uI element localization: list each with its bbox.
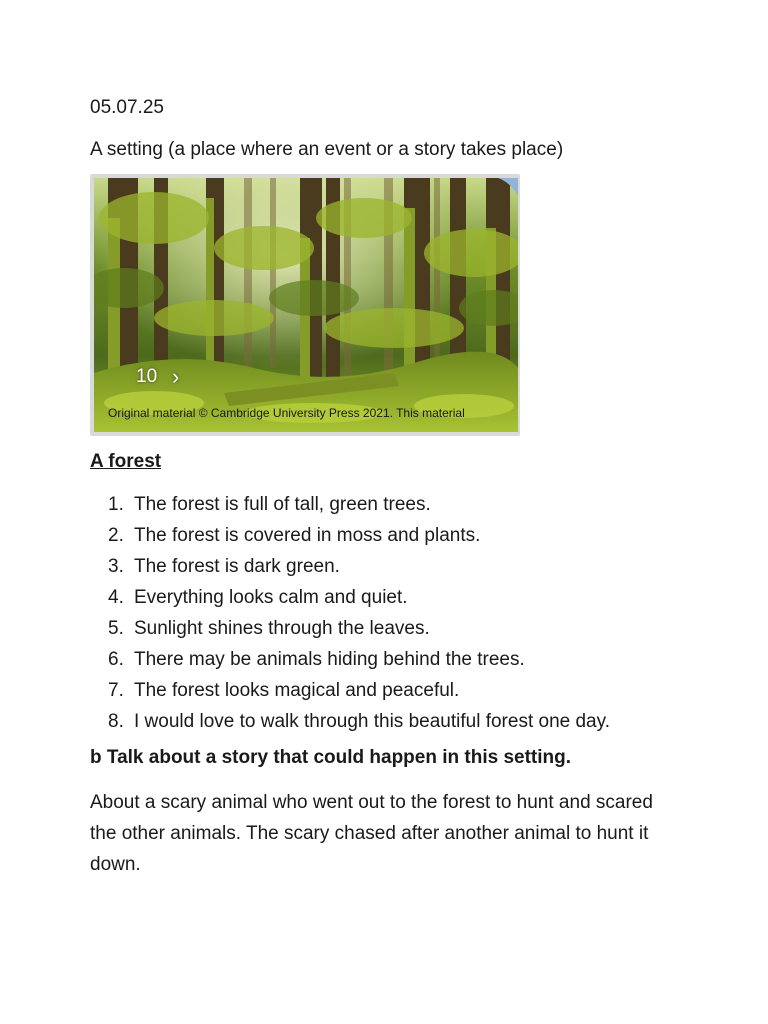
list-item-text: I would love to walk through this beautiful forest one day. <box>134 711 610 732</box>
list-item-number: 1. <box>108 494 124 515</box>
list-item-text: There may be animals hiding behind the trees. <box>134 649 525 670</box>
list-item-text: Everything looks calm and quiet. <box>134 587 408 608</box>
section-heading: A forest <box>90 451 162 472</box>
list-item <box>90 613 610 644</box>
forest-photo-frame <box>90 174 520 436</box>
date-text: 05.07.25 <box>90 97 164 118</box>
list-item-text: The forest is covered in moss and plants. <box>134 525 481 546</box>
list-item-text: The forest is full of tall, green trees. <box>134 494 431 515</box>
forest-photo <box>94 178 518 432</box>
photo-credit: Original material © Cambridge University Press 2021. This material <box>108 406 465 420</box>
list-item-text: The forest is dark green. <box>134 556 340 577</box>
list-item-number: 4. <box>108 587 124 608</box>
task-prompt: b Talk about a story that could happen in this setting. <box>90 747 572 768</box>
list-item <box>90 675 610 706</box>
setting-definition: A setting (a place where an event or a story takes place) <box>90 139 564 160</box>
list-item <box>90 520 610 551</box>
chevron-right-icon: › <box>172 364 180 389</box>
list-item <box>90 644 610 675</box>
list-item-text: The forest looks magical and peaceful. <box>134 680 460 701</box>
list-item-number: 8. <box>108 711 124 732</box>
list-item-number: 3. <box>108 556 124 577</box>
list-item-number: 6. <box>108 649 124 670</box>
list-item <box>90 489 610 520</box>
list-item-text: Sunlight shines through the leaves. <box>134 618 430 639</box>
photo-page-number: 10 <box>136 366 158 387</box>
list-item <box>90 706 610 737</box>
answer-paragraph: About a scary animal who went out to the forest to hunt and scared the other animals. The scary chased after another animal to hunt it down. <box>90 792 653 875</box>
list-item-number: 7. <box>108 680 124 701</box>
description-list <box>90 489 610 737</box>
list-item-number: 2. <box>108 525 124 546</box>
list-item <box>90 582 610 613</box>
list-item-number: 5. <box>108 618 124 639</box>
list-item <box>90 551 610 582</box>
